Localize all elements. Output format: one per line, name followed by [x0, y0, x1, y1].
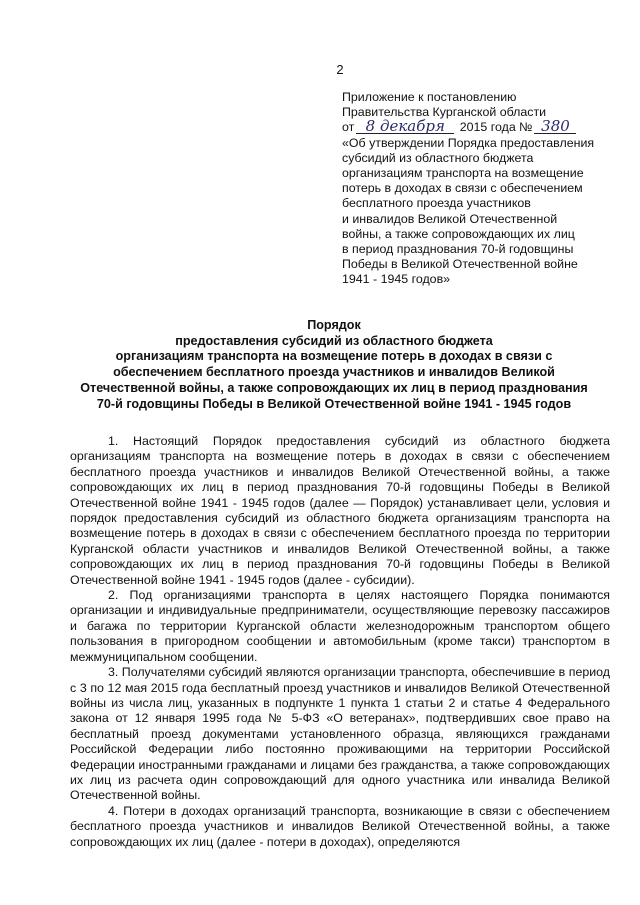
- year-text: 2015 года №: [459, 120, 533, 135]
- paragraph-2: 2. Под организациями транспорта в целях настоящего Порядка понимаются организации и индивидуальные предприниматели, осуществляющие перевозку пассажиров и багажа по территории Курганской области железнодорожным транспортом общего пользования в пригородном сообщении и автомобильным (кроме такси) транспортом в межмуниципальном сообщении.: [70, 588, 610, 664]
- paragraph-4: 4. Потери в доходах организаций транспорта, возникающие в связи с обеспечением бесплатного проезда участников и инвалидов Великой Отечественной войны, а также сопровождающих их лиц (далее - потери в доходах), определяются: [70, 803, 610, 849]
- title-line: обеспечением бесплатного проезда участников и инвалидов Великой: [113, 365, 555, 380]
- appendix-subject-line: Победы в Великой Отечественной войне: [342, 257, 578, 272]
- title-line: организациям транспорта на возмещение потерь в доходах в связи с: [115, 349, 553, 364]
- title-heading: Порядок: [307, 318, 361, 332]
- page-number: 2: [336, 62, 344, 77]
- appendix-subject-line: субсидий из областного бюджета: [342, 150, 534, 165]
- appendix-subject-line: организациям транспорта на возмещение: [342, 166, 584, 181]
- paragraph-3: 3. Получателями субсидий являются организации транспорта, обеспечившие в период с 3 по 12 мая 2015 года бесплатный проезд участников и инвалидов Великой Отечественной войны из числа лиц, указанных в подпункте 1 пункта 1 статьи 2 и статье 4 Федерального закона от 12 января 1995 года № 5-ФЗ «О ветеранах», подтвердивших свое право на бесплатный проезд документами установленного образца, являющихся гражданами Российской Федерации либо постоянно проживающими на территории Российской Федерации иностранными гражданами и лицами без гражданства, а также сопровождающих их лиц из расчета один сопровождающий для одного участника или инвалида Великой Отечественной войны.: [70, 665, 610, 803]
- document-title: [60, 318, 608, 412]
- appendix-subject-line: в период празднования 70-й годовщины: [342, 242, 574, 257]
- appendix-date-line: [342, 117, 640, 136]
- date-prefix: от: [342, 120, 355, 135]
- appendix-line-1: Приложение к постановлению: [342, 90, 517, 104]
- title-line: предоставления субсидий из областного бюджета: [175, 333, 493, 348]
- appendix-subject-line: и инвалидов Великой Отечественной: [342, 211, 558, 226]
- title-line: 70-й годовщины Победы в Великой Отечественной войне 1941 - 1945 годов: [96, 396, 572, 411]
- appendix-block: [342, 90, 640, 288]
- title-line: Отечественной войны, а также сопровождающих их лиц в период празднования: [80, 380, 588, 395]
- paragraph-1: 1. Настоящий Порядок предоставления субсидий из областного бюджета организациям транспорта на возмещение потерь в доходах в связи с обеспечением бесплатного проезда участников и инвалидов Великой Отечественной войны, а также сопровождающих их лиц в период празднования 70-й годовщины Победы в Великой Отечественной войне 1941 - 1945 годов (далее — Порядок) устанавливает цели, условия и порядок предоставления субсидий из областного бюджета организациям транспорта на возмещение потерь в доходах в связи с обеспечением бесплатного проезда по территории Курганской области участников и инвалидов Великой Отечественной войны, а также сопровождающих их лиц в период празднования 70-й годовщины Победы в Великой Отечественной войне 1941 - 1945 годов (далее - субсидии).: [70, 434, 610, 587]
- document-body: [70, 434, 610, 850]
- appendix-subject-line: войны, а также сопровождающих их лиц: [342, 226, 575, 241]
- appendix-subject-line: 1941 - 1945 годов»: [342, 272, 451, 287]
- handwritten-number: 380: [534, 120, 576, 134]
- handwritten-date: 8 декабря: [356, 120, 454, 134]
- appendix-line-2: Правительства Курганской области: [342, 105, 547, 120]
- appendix-subject-line: «Об утверждении Порядка предоставления: [342, 135, 595, 150]
- appendix-subject-line: бесплатного проезда участников: [342, 196, 531, 211]
- appendix-subject-line: потерь в доходах в связи с обеспечением: [342, 181, 583, 196]
